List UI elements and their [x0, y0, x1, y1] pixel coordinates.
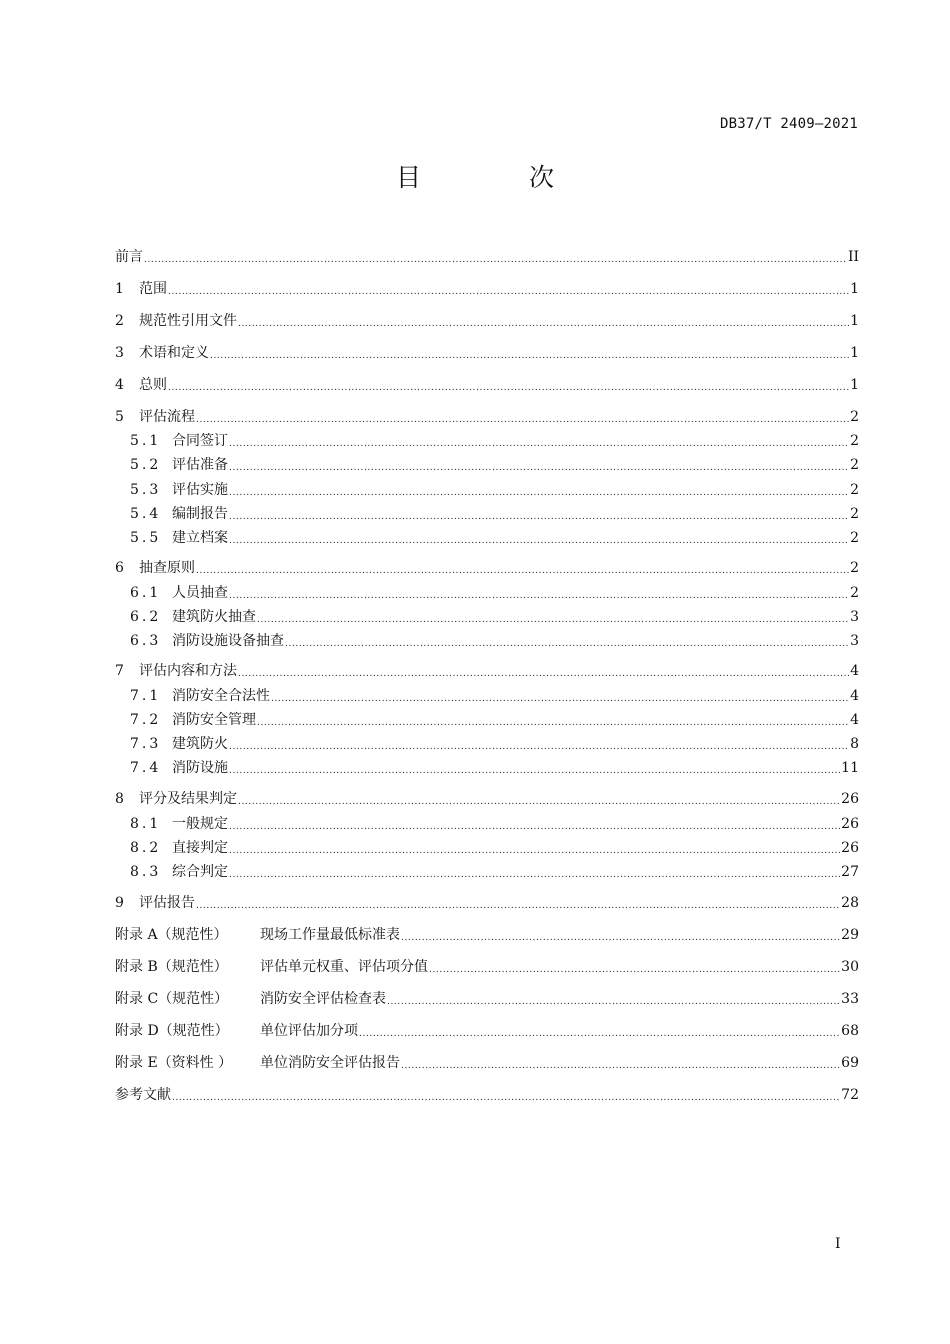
toc-entry[interactable]: [115, 311, 859, 331]
toc-entry[interactable]: [130, 758, 859, 778]
toc-entry-number: 7.3: [130, 736, 162, 752]
toc-entry[interactable]: [130, 814, 859, 834]
toc-entry[interactable]: [130, 734, 859, 754]
toc-entry-page: 27: [841, 864, 859, 880]
toc-entry[interactable]: [130, 583, 859, 603]
toc-entry-number: 附录 A（规范性）: [115, 927, 228, 943]
toc-entry-number: 6.1: [130, 585, 162, 601]
toc-entry-page: 8: [850, 736, 859, 752]
toc-entry[interactable]: [130, 431, 859, 451]
document-code: DB37/T 2409—2021: [719, 116, 858, 132]
toc-leader-dots: [229, 734, 849, 754]
toc-entry-page: 26: [841, 816, 859, 832]
toc-entry-page: 33: [841, 991, 859, 1007]
toc-entry-title: 综合判定: [172, 864, 228, 880]
toc-entry-number: 5.4: [130, 506, 162, 522]
toc-entry-title: 评估实施: [172, 482, 228, 498]
page-title: 目 次: [396, 163, 604, 192]
toc-entry-number: 2: [115, 313, 124, 329]
toc-entry-number: 6.2: [130, 609, 162, 625]
toc-entry-number: 5.2: [130, 457, 162, 473]
toc-entry-page: 72: [841, 1087, 859, 1103]
toc-leader-dots: [172, 1085, 840, 1105]
toc-entry-number: 8: [115, 791, 124, 807]
toc-entry-page: 30: [841, 959, 859, 975]
toc-entry-page: 2: [850, 482, 859, 498]
toc-leader-dots: [196, 558, 849, 578]
toc-entry[interactable]: [115, 1085, 859, 1105]
toc-entry-number: 7.2: [130, 712, 162, 728]
toc-leader-dots: [257, 710, 849, 730]
toc-entry-page: 69: [841, 1055, 859, 1071]
toc-entry-page: 3: [850, 633, 859, 649]
toc-entry-number: 1: [115, 281, 124, 297]
toc-leader-dots: [168, 279, 849, 299]
toc-entry-page: 2: [850, 506, 859, 522]
toc-entry-number: 4: [115, 377, 124, 393]
toc-entry-page: 4: [850, 663, 859, 679]
toc-entry-page: 1: [850, 281, 859, 297]
toc-leader-dots: [229, 504, 849, 524]
toc-entry-title: 评估单元权重、评估项分值: [260, 959, 428, 975]
toc-leader-dots: [387, 989, 840, 1009]
toc-entry-title: 评分及结果判定: [139, 791, 237, 807]
toc-entry-page: 2: [850, 409, 859, 425]
toc-entry-number: 7: [115, 663, 124, 679]
toc-leader-dots: [144, 247, 847, 267]
toc-leader-dots: [359, 1021, 840, 1041]
toc-entry-number: 8.1: [130, 816, 162, 832]
toc-entry[interactable]: [115, 957, 859, 977]
toc-entry-number: 附录 E（资料性 ）: [115, 1055, 233, 1071]
toc-leader-dots: [238, 789, 840, 809]
toc-entry[interactable]: [115, 989, 859, 1009]
toc-entry-title: 消防设施设备抽查: [172, 633, 284, 649]
toc-entry-title: 范围: [139, 281, 167, 297]
toc-entry-number: 5.3: [130, 482, 162, 498]
toc-entry-title: 直接判定: [172, 840, 228, 856]
toc-leader-dots: [238, 661, 849, 681]
toc-entry-title: 合同签订: [172, 433, 228, 449]
toc-entry-title: 消防设施: [172, 760, 228, 776]
toc-entry[interactable]: [130, 710, 859, 730]
toc-leader-dots: [229, 583, 849, 603]
toc-entry-title: 评估准备: [172, 457, 228, 473]
toc-entry-title: 规范性引用文件: [139, 313, 237, 329]
toc-leader-dots: [196, 407, 849, 427]
toc-entry[interactable]: [115, 661, 859, 681]
toc-entry-page: 11: [841, 760, 859, 776]
toc-entry-page: 1: [850, 313, 859, 329]
toc-entry-title: 消防安全评估检查表: [260, 991, 386, 1007]
toc-leader-dots: [257, 607, 849, 627]
toc-entry[interactable]: [115, 1021, 859, 1041]
toc-entry-title: 评估内容和方法: [139, 663, 237, 679]
toc-entry-title: 抽查原则: [139, 560, 195, 576]
toc-leader-dots: [229, 814, 840, 834]
toc-leader-dots: [229, 431, 849, 451]
page-number: I: [835, 1236, 841, 1252]
toc-leader-dots: [210, 343, 849, 363]
toc-leader-dots: [238, 311, 849, 331]
toc-entry[interactable]: [130, 607, 859, 627]
toc-entry-number: 7.4: [130, 760, 162, 776]
toc-entry-page: 28: [841, 895, 859, 911]
toc-entry-page: 68: [841, 1023, 859, 1039]
toc-entry[interactable]: [115, 407, 859, 427]
toc-entry-number: 5.5: [130, 530, 162, 546]
toc-leader-dots: [401, 1053, 840, 1073]
toc-entry[interactable]: [130, 838, 859, 858]
toc-entry-title: 现场工作量最低标准表: [260, 927, 400, 943]
toc-entry-title: 人员抽查: [172, 585, 228, 601]
toc-entry-title: 评估报告: [139, 895, 195, 911]
toc-entry-title: 术语和定义: [139, 345, 209, 361]
toc-entry[interactable]: [115, 925, 859, 945]
toc-entry-page: 29: [841, 927, 859, 943]
toc-entry-title: 消防安全合法性: [172, 688, 270, 704]
toc-entry[interactable]: [115, 558, 859, 578]
toc-entry-number: 5.1: [130, 433, 162, 449]
toc-entry-page: 4: [850, 688, 859, 704]
toc-entry[interactable]: [115, 1053, 859, 1073]
toc-entry-title: 建筑防火: [172, 736, 228, 752]
toc-leader-dots: [196, 893, 840, 913]
toc-entry[interactable]: [130, 686, 859, 706]
toc-leader-dots: [229, 838, 840, 858]
toc-entry-page: II: [847, 249, 859, 265]
toc-entry[interactable]: [130, 528, 859, 548]
toc-leader-dots: [285, 631, 849, 651]
toc-entry-number: 6: [115, 560, 124, 576]
toc-entry-number: 8.3: [130, 864, 162, 880]
toc-entry[interactable]: [115, 343, 859, 363]
toc-entry-title: 前言: [115, 249, 143, 265]
toc-entry-number: 6.3: [130, 633, 162, 649]
toc-entry-number: 9: [115, 895, 124, 911]
toc-entry-title: 建立档案: [172, 530, 228, 546]
toc-leader-dots: [229, 455, 849, 475]
toc-entry-title: 单位消防安全评估报告: [260, 1055, 400, 1071]
toc-entry[interactable]: [115, 375, 859, 395]
toc-entry[interactable]: [130, 862, 859, 882]
toc-leader-dots: [229, 862, 840, 882]
toc-entry-title: 参考文献: [115, 1087, 171, 1103]
toc-entry-number: 附录 C（规范性）: [115, 991, 229, 1007]
toc-entry-page: 2: [850, 560, 859, 576]
toc-entry-number: 3: [115, 345, 124, 361]
toc-entry-number: 7.1: [130, 688, 162, 704]
toc-entry-title: 单位评估加分项: [260, 1023, 358, 1039]
toc-leader-dots: [429, 957, 840, 977]
toc-entry-number: 附录 B（规范性）: [115, 959, 228, 975]
toc-entry-page: 26: [841, 840, 859, 856]
toc-entry-page: 3: [850, 609, 859, 625]
toc-entry-title: 一般规定: [172, 816, 228, 832]
toc-entry-page: 1: [850, 377, 859, 393]
toc-entry[interactable]: [115, 893, 859, 913]
toc-entry-number: 5: [115, 409, 124, 425]
toc-entry[interactable]: [115, 789, 859, 809]
toc-entry[interactable]: [115, 247, 859, 267]
toc-entry-page: 2: [850, 585, 859, 601]
toc-entry-title: 消防安全管理: [172, 712, 256, 728]
toc-entry-page: 26: [841, 791, 859, 807]
toc-entry-title: 编制报告: [172, 506, 228, 522]
toc-entry-title: 建筑防火抽查: [172, 609, 256, 625]
toc-leader-dots: [168, 375, 849, 395]
toc-entry[interactable]: [130, 480, 859, 500]
toc-entry-page: 2: [850, 530, 859, 546]
toc-entry-page: 2: [850, 433, 859, 449]
toc-entry[interactable]: [130, 455, 859, 475]
toc-entry-number: 附录 D（规范性）: [115, 1023, 229, 1039]
toc-entry[interactable]: [130, 631, 859, 651]
toc-entry-page: 4: [850, 712, 859, 728]
toc-leader-dots: [271, 686, 849, 706]
toc-leader-dots: [229, 480, 849, 500]
toc-entry-title: 总则: [139, 377, 167, 393]
toc-entry[interactable]: [130, 504, 859, 524]
toc-entry-page: 2: [850, 457, 859, 473]
toc-leader-dots: [401, 925, 840, 945]
toc-entry-title: 评估流程: [139, 409, 195, 425]
toc-leader-dots: [229, 758, 840, 778]
toc-entry[interactable]: [115, 279, 859, 299]
toc-entry-number: 8.2: [130, 840, 162, 856]
toc-leader-dots: [229, 528, 849, 548]
toc-entry-page: 1: [850, 345, 859, 361]
